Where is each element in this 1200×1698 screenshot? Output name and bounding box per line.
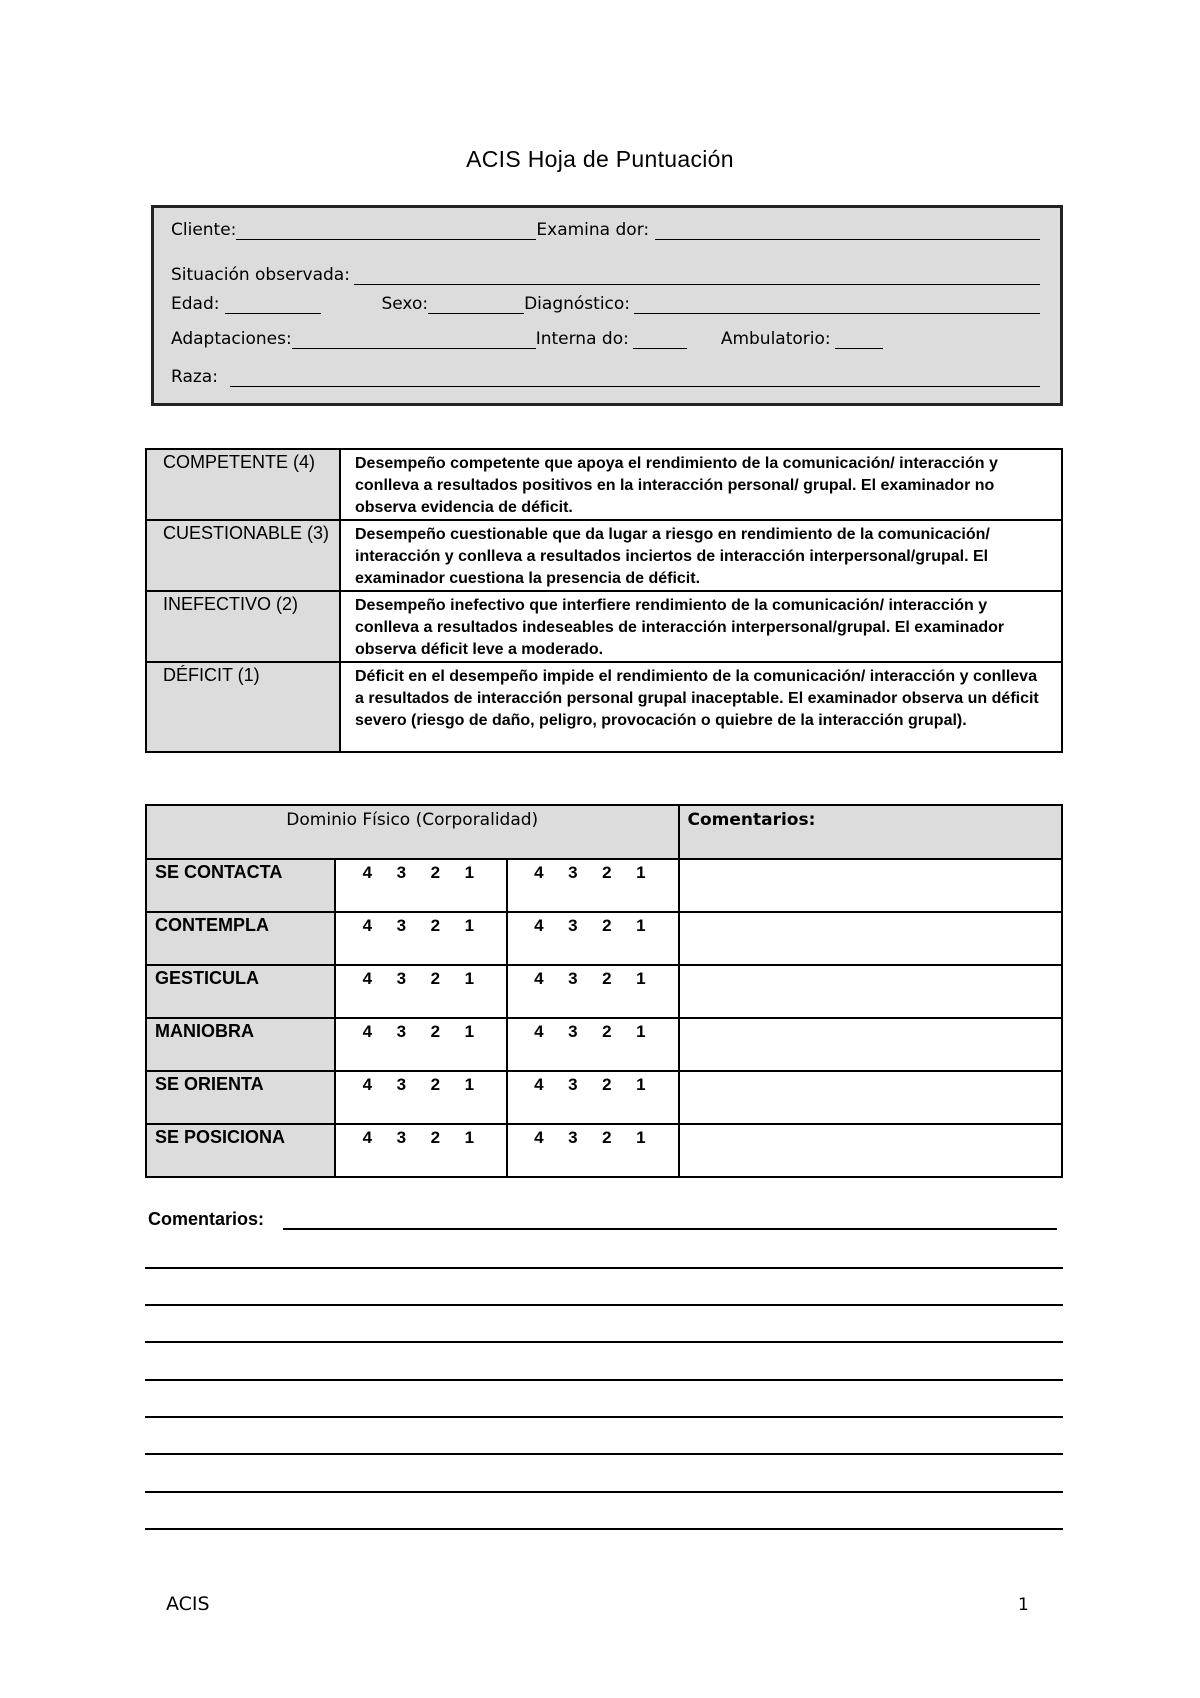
ambulatorio-field[interactable] bbox=[835, 332, 883, 349]
scale-label: CUESTIONABLE (3) bbox=[146, 520, 340, 591]
score-option[interactable]: 1 bbox=[636, 1022, 646, 1041]
scale-description: Desempeño inefectivo que interfiere rendimiento de la comunicación/ interacción y conlleva a resultados indeseables de interacción interpersonal/grupal. El examinador observa déficit leve a moderado. bbox=[340, 591, 1062, 662]
score-option[interactable]: 3 bbox=[396, 1022, 407, 1041]
comment-line[interactable] bbox=[145, 1341, 1063, 1343]
comment-line[interactable] bbox=[145, 1304, 1063, 1306]
score-option[interactable]: 4 bbox=[534, 1022, 544, 1041]
score-group-first bbox=[335, 1124, 507, 1177]
score-option[interactable]: 3 bbox=[568, 969, 578, 988]
adaptaciones-label: Adaptaciones: bbox=[171, 329, 292, 349]
edad-field[interactable] bbox=[225, 297, 321, 314]
footer-label: ACIS bbox=[166, 1593, 210, 1615]
score-group-first bbox=[335, 859, 507, 912]
score-group-second bbox=[507, 859, 679, 912]
score-option[interactable]: 1 bbox=[636, 863, 646, 882]
domain-item-label: SE CONTACTA bbox=[146, 859, 335, 912]
score-group-first bbox=[335, 912, 507, 965]
raza-label: Raza: bbox=[171, 367, 218, 387]
comment-line[interactable] bbox=[145, 1379, 1063, 1381]
scale-label: INEFECTIVO (2) bbox=[146, 591, 340, 662]
domain-item-label: MANIOBRA bbox=[146, 1018, 335, 1071]
score-option[interactable]: 1 bbox=[464, 1075, 475, 1094]
situacion-field[interactable] bbox=[354, 268, 1040, 285]
domain-row bbox=[146, 1071, 1062, 1124]
score-option[interactable]: 1 bbox=[464, 1128, 475, 1147]
score-option[interactable]: 2 bbox=[430, 863, 441, 882]
score-option[interactable]: 2 bbox=[602, 1128, 612, 1147]
sexo-label: Sexo: bbox=[381, 294, 429, 314]
score-option[interactable]: 2 bbox=[430, 1022, 441, 1041]
scale-label: COMPETENTE (4) bbox=[146, 449, 340, 520]
score-group-first bbox=[335, 1018, 507, 1071]
score-option[interactable]: 1 bbox=[636, 916, 646, 935]
score-option[interactable]: 1 bbox=[636, 1128, 646, 1147]
edad-label: Edad: bbox=[171, 294, 220, 314]
score-option[interactable]: 2 bbox=[602, 1022, 612, 1041]
score-option[interactable]: 1 bbox=[464, 916, 475, 935]
domain-row bbox=[146, 1124, 1062, 1177]
internado-label: Interna do: bbox=[535, 329, 629, 349]
comment-line[interactable] bbox=[145, 1528, 1063, 1530]
comment-cell[interactable] bbox=[679, 859, 1063, 912]
score-option[interactable]: 2 bbox=[602, 969, 612, 988]
score-option[interactable]: 2 bbox=[602, 1075, 612, 1094]
score-option[interactable]: 1 bbox=[636, 1075, 646, 1094]
scale-description: Déficit en el desempeño impide el rendimiento de la comunicación/ interacción y conlleva a resultados de interacción personal grupal inaceptable. El examinador observa un déficit severo (riesgo de daño, peligro, provocación o quiebre de la interacción grupal). bbox=[340, 662, 1062, 752]
score-group-first bbox=[335, 1071, 507, 1124]
domain-item-label: SE ORIENTA bbox=[146, 1071, 335, 1124]
score-group-first bbox=[335, 965, 507, 1018]
comment-cell[interactable] bbox=[679, 912, 1063, 965]
score-option[interactable]: 2 bbox=[430, 1075, 441, 1094]
score-option[interactable]: 1 bbox=[464, 969, 475, 988]
domain-table bbox=[145, 804, 1063, 1178]
diagnostico-field[interactable] bbox=[634, 297, 1040, 314]
client-info-box bbox=[151, 205, 1063, 406]
comment-cell[interactable] bbox=[679, 1018, 1063, 1071]
scale-row bbox=[146, 449, 1062, 520]
comment-cell[interactable] bbox=[679, 965, 1063, 1018]
sexo-field[interactable] bbox=[428, 297, 524, 314]
score-option[interactable]: 4 bbox=[362, 1128, 373, 1147]
score-option[interactable]: 2 bbox=[602, 916, 612, 935]
score-group-second bbox=[507, 965, 679, 1018]
comment-line[interactable] bbox=[145, 1491, 1063, 1493]
comments-header: Comentarios: bbox=[679, 805, 1063, 859]
score-option[interactable]: 1 bbox=[636, 969, 646, 988]
scale-row bbox=[146, 591, 1062, 662]
score-option[interactable]: 3 bbox=[568, 1128, 578, 1147]
domain-item-label: CONTEMPLA bbox=[146, 912, 335, 965]
score-option[interactable]: 3 bbox=[568, 1022, 578, 1041]
score-option[interactable]: 4 bbox=[362, 969, 373, 988]
ambulatorio-label: Ambulatorio: bbox=[720, 329, 831, 349]
score-option[interactable]: 2 bbox=[430, 1128, 441, 1147]
comment-cell[interactable] bbox=[679, 1071, 1063, 1124]
score-group-second bbox=[507, 1071, 679, 1124]
score-option[interactable]: 3 bbox=[568, 1075, 578, 1094]
page-number: 1 bbox=[1018, 1595, 1029, 1615]
score-option[interactable]: 2 bbox=[430, 969, 441, 988]
score-option[interactable]: 3 bbox=[396, 1128, 407, 1147]
rating-scale-table bbox=[145, 448, 1063, 753]
domain-header-row bbox=[146, 805, 1062, 859]
score-option[interactable]: 3 bbox=[396, 1075, 407, 1094]
score-option[interactable]: 4 bbox=[362, 916, 373, 935]
score-option[interactable]: 4 bbox=[362, 1022, 373, 1041]
cliente-field[interactable] bbox=[236, 223, 536, 240]
score-option[interactable]: 3 bbox=[396, 969, 407, 988]
score-option[interactable]: 3 bbox=[396, 916, 407, 935]
adaptaciones-field[interactable] bbox=[292, 332, 536, 349]
domain-row bbox=[146, 965, 1062, 1018]
scale-row bbox=[146, 520, 1062, 591]
domain-item-label: SE POSICIONA bbox=[146, 1124, 335, 1177]
score-option[interactable]: 4 bbox=[534, 916, 544, 935]
score-group-second bbox=[507, 1124, 679, 1177]
scale-row bbox=[146, 662, 1062, 752]
score-option[interactable]: 4 bbox=[534, 863, 544, 882]
score-option[interactable]: 2 bbox=[430, 916, 441, 935]
score-option[interactable]: 4 bbox=[362, 1075, 373, 1094]
examinador-label: Examina dor: bbox=[536, 220, 650, 240]
page-title: ACIS Hoja de Puntuación bbox=[466, 146, 734, 172]
score-option[interactable]: 4 bbox=[534, 1075, 544, 1094]
score-option[interactable]: 3 bbox=[568, 916, 578, 935]
domain-header: Dominio Físico (Corporalidad) bbox=[146, 805, 679, 859]
comment-line[interactable] bbox=[145, 1453, 1063, 1455]
comment-cell[interactable] bbox=[679, 1124, 1063, 1177]
comment-line[interactable] bbox=[145, 1267, 1063, 1269]
comment-line[interactable] bbox=[145, 1416, 1063, 1418]
internado-field[interactable] bbox=[633, 332, 687, 349]
domain-row bbox=[146, 1018, 1062, 1071]
domain-item-label: GESTICULA bbox=[146, 965, 335, 1018]
score-option[interactable]: 3 bbox=[568, 863, 578, 882]
score-option[interactable]: 4 bbox=[362, 863, 373, 882]
comments-label: Comentarios: bbox=[148, 1209, 265, 1229]
scale-description: Desempeño competente que apoya el rendimiento de la comunicación/ interacción y conlleva a resultados positivos en la interacción personal/ grupal. El examinador no observa evidencia de déficit. bbox=[340, 449, 1062, 520]
score-group-second bbox=[507, 912, 679, 965]
score-option[interactable]: 1 bbox=[464, 863, 475, 882]
score-option[interactable]: 3 bbox=[396, 863, 407, 882]
scale-label: DÉFICIT (1) bbox=[146, 662, 340, 752]
raza-field[interactable] bbox=[230, 370, 1040, 387]
score-option[interactable]: 4 bbox=[534, 1128, 544, 1147]
situacion-label: Situación observada: bbox=[171, 265, 350, 285]
domain-row bbox=[146, 912, 1062, 965]
examinador-field[interactable] bbox=[655, 223, 1040, 240]
cliente-label: Cliente: bbox=[171, 220, 237, 240]
score-option[interactable]: 2 bbox=[602, 863, 612, 882]
score-option[interactable]: 4 bbox=[534, 969, 544, 988]
score-option[interactable]: 1 bbox=[464, 1022, 475, 1041]
scale-description: Desempeño cuestionable que da lugar a riesgo en rendimiento de la comunicación/ interacción y conlleva a resultados inciertos de interacción interpersonal/grupal. El examinador cuestiona la presencia de déficit. bbox=[340, 520, 1062, 591]
domain-row bbox=[146, 859, 1062, 912]
diagnostico-label: Diagnóstico: bbox=[524, 294, 631, 314]
comment-line[interactable] bbox=[283, 1228, 1057, 1230]
score-group-second bbox=[507, 1018, 679, 1071]
